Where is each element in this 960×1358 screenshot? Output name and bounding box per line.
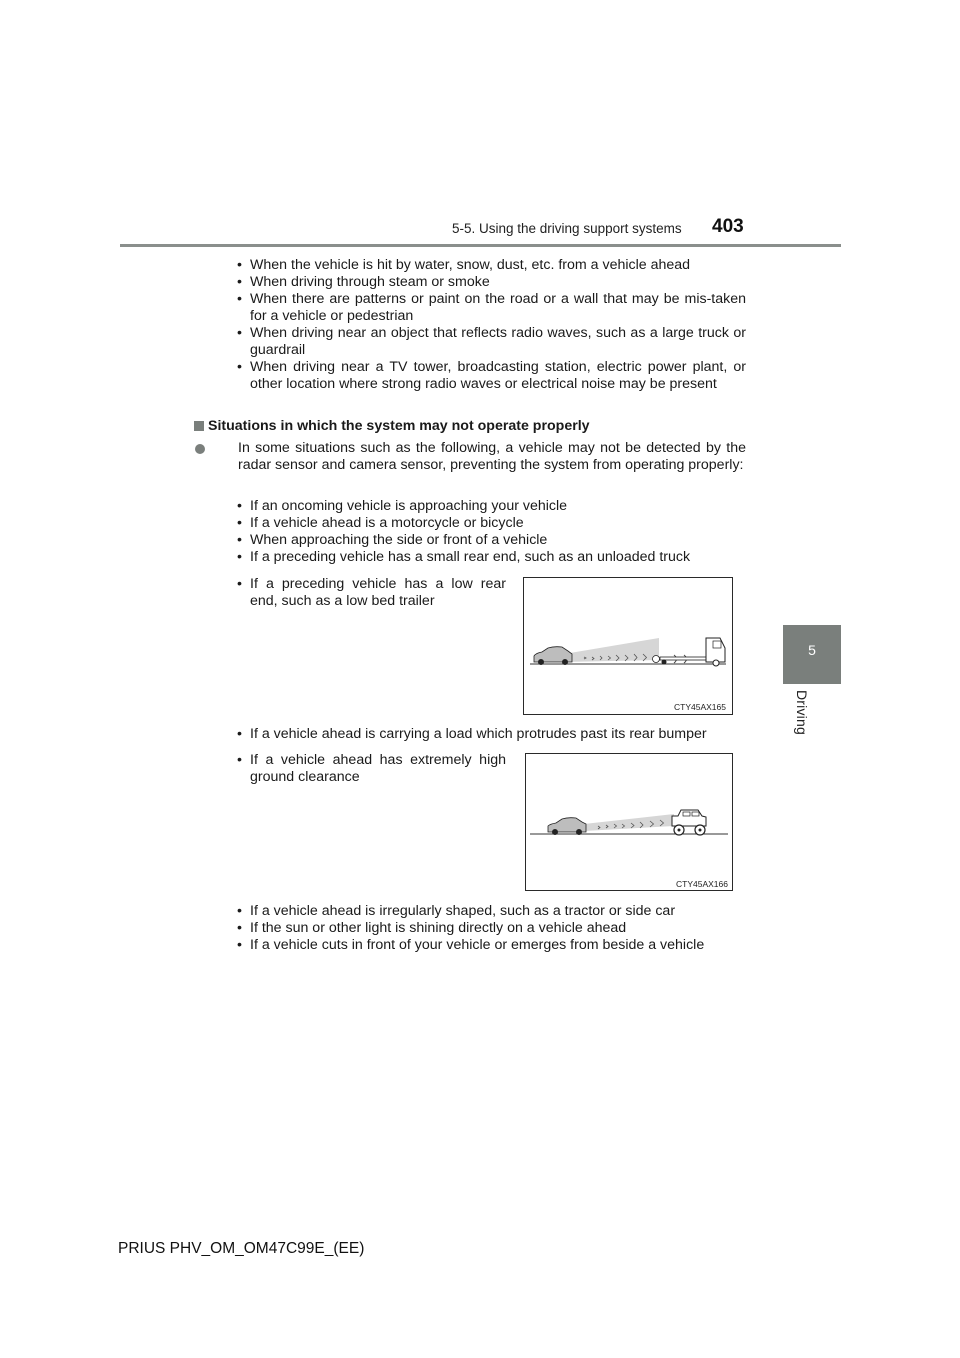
- list-item-text: If the sun or other light is shining directly on a vehicle ahead: [250, 920, 627, 936]
- section-heading: 5-5. Using the driving support systems: [452, 221, 682, 236]
- header-divider: [120, 244, 841, 247]
- list-item-text: If a vehicle ahead is irregularly shaped, such as a tractor or side car: [250, 903, 676, 919]
- list-item-text: When driving near a TV tower, broadcasting station, electric power plant, or other location where strong radio waves or electrical noise may be present: [250, 359, 746, 392]
- list-item: • If the sun or other light is shining directly on a vehicle ahead: [237, 920, 627, 936]
- list-item: • If an oncoming vehicle is approaching your vehicle: [237, 498, 568, 514]
- high-clearance-illustration: [526, 754, 732, 890]
- intro-paragraph: In some situations such as the following, a vehicle may not be detected by the radar sensor and camera sensor, preventing the system from operating properly:: [238, 440, 746, 473]
- page-number: 403: [712, 216, 744, 237]
- list-item: • When approaching the side or front of a vehicle: [237, 532, 548, 548]
- list-item-text: When driving near an object that reflects radio waves, such as a large truck or guardrail: [250, 325, 746, 358]
- list-item-text: If an oncoming vehicle is approaching your vehicle: [250, 498, 568, 514]
- list-item-text: If a vehicle cuts in front of your vehicle or emerges from beside a vehicle: [250, 937, 705, 953]
- figure-code: CTY45AX165: [674, 702, 726, 712]
- square-bullet-icon: [194, 421, 204, 431]
- chapter-number: 5: [808, 642, 816, 658]
- list-item: • If a vehicle ahead is carrying a load which protrudes past its rear bumper: [237, 726, 707, 742]
- list-item-text: If a preceding vehicle has a small rear end, such as an unloaded truck: [250, 549, 691, 565]
- list-item: • If a preceding vehicle has a low rear end, such as a low bed trailer: [237, 576, 506, 609]
- list-item: • When driving near a TV tower, broadcasting station, electric power plant, or other location where strong radio waves or electrical noise may be present: [237, 359, 746, 392]
- document-code: PRIUS PHV_OM_OM47C99E_(EE): [118, 1240, 365, 1257]
- list-item: • When driving through steam or smoke: [237, 274, 490, 290]
- list-item: • If a vehicle cuts in front of your vehicle or emerges from beside a vehicle: [237, 937, 705, 953]
- list-item-text: When driving through steam or smoke: [250, 274, 490, 290]
- list-item-text: If a vehicle ahead has extremely high ground clearance: [250, 752, 506, 785]
- list-item-text: If a vehicle ahead is carrying a load which protrudes past its rear bumper: [250, 726, 707, 742]
- list-item: • If a preceding vehicle has a small rear end, such as an unloaded truck: [237, 549, 691, 565]
- figure-high-clearance: [525, 753, 733, 891]
- list-item: • If a vehicle ahead is irregularly shaped, such as a tractor or side car: [237, 903, 676, 919]
- list-item-text: When the vehicle is hit by water, snow, dust, etc. from a vehicle ahead: [250, 257, 691, 273]
- list-item: • If a vehicle ahead has extremely high ground clearance: [237, 752, 506, 785]
- low-bed-trailer-illustration: [524, 578, 732, 714]
- figure-low-bed-trailer: [523, 577, 733, 715]
- chapter-label: Driving: [794, 690, 810, 735]
- list-item-text: If a vehicle ahead is a motorcycle or bicycle: [250, 515, 524, 531]
- list-item: • When driving near an object that reflects radio waves, such as a large truck or guardrail: [237, 325, 746, 358]
- chapter-tab: [783, 625, 841, 684]
- list-item: • If a vehicle ahead is a motorcycle or bicycle: [237, 515, 524, 531]
- figure-code: CTY45AX166: [676, 879, 728, 889]
- list-item: • When there are patterns or paint on the road or a wall that may be mis-taken for a vehicle or pedestrian: [237, 291, 746, 324]
- list-item: • When the vehicle is hit by water, snow, dust, etc. from a vehicle ahead: [237, 257, 691, 273]
- list-item-text: When there are patterns or paint on the road or a wall that may be mis-taken for a vehicle or pedestrian: [250, 291, 746, 324]
- list-item-text: If a preceding vehicle has a low rear end, such as a low bed trailer: [250, 576, 506, 609]
- section-title: Situations in which the system may not operate properly: [208, 418, 590, 434]
- list-item-text: When approaching the side or front of a vehicle: [250, 532, 548, 548]
- circle-bullet-icon: [195, 444, 205, 454]
